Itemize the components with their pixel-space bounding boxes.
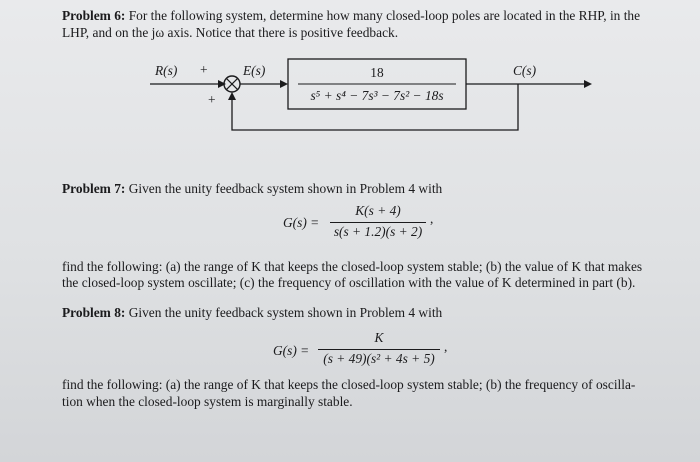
problem8-heading: Problem 8: bbox=[62, 305, 126, 320]
problem7-body-line2: the closed-loop system oscillate; (c) the frequency of oscillation with the value of K determined in part (b). bbox=[62, 275, 636, 290]
tf-numerator: 18 bbox=[370, 65, 384, 80]
problem7-body-line1: find the following: (a) the range of K that keeps the closed-loop system stable; (b) the value of K that makes bbox=[62, 259, 643, 274]
problem6-heading: Problem 6: bbox=[62, 8, 126, 23]
problem8-body-line2: tion when the closed-loop system is marginally stable. bbox=[62, 394, 353, 409]
problem7-heading: Problem 7: bbox=[62, 181, 126, 196]
problem8-intro-text: Given the unity feedback system shown in Problem 4 with bbox=[128, 305, 443, 320]
problem7-eq-bar bbox=[330, 222, 426, 223]
problem7-eq-punct: , bbox=[430, 211, 434, 226]
problem8-eq-numerator: K bbox=[374, 330, 384, 345]
problem8-eq-bar bbox=[318, 349, 440, 350]
problem8-eq-denominator: (s + 49)(s² + 4s + 5) bbox=[323, 351, 435, 366]
problem7-eq-lhs: G(s) = bbox=[283, 215, 320, 230]
problem8-equation bbox=[318, 330, 440, 368]
problem7-equation bbox=[330, 203, 426, 241]
problem8-eq-lhs: G(s) = bbox=[273, 343, 310, 358]
input-label: R(s) bbox=[155, 63, 178, 78]
feedback-arrowhead bbox=[228, 92, 236, 100]
problem8-body-line1: find the following: (a) the range of K that keeps the closed-loop system stable; (b) the frequency of oscilla- bbox=[62, 377, 636, 392]
output-label: C(s) bbox=[513, 63, 537, 78]
problem7-intro-text: Given the unity feedback system shown in Problem 4 with bbox=[128, 181, 443, 196]
error-arrowhead bbox=[280, 80, 288, 88]
problem6-text-line2: LHP, and on the jω axis. Notice that there is positive feedback. bbox=[62, 25, 399, 40]
output-arrowhead bbox=[584, 80, 592, 88]
error-label: E(s) bbox=[243, 63, 266, 78]
plus-sign-bottom: + bbox=[208, 92, 216, 107]
tf-denominator: s⁵ + s⁴ − 7s³ − 7s² − 18s bbox=[310, 88, 444, 103]
problem7-eq-numerator: K(s + 4) bbox=[355, 203, 401, 218]
problem6-text-line1: For the following system, determine how many closed-loop poles are located in the RHP, in the bbox=[128, 8, 641, 23]
problem7-eq-denominator: s(s + 1.2)(s + 2) bbox=[333, 224, 423, 239]
problem8-eq-punct: , bbox=[444, 339, 448, 354]
plus-sign-top: + bbox=[200, 62, 208, 77]
problem8-intro bbox=[62, 305, 442, 321]
problem7-intro bbox=[62, 181, 442, 197]
